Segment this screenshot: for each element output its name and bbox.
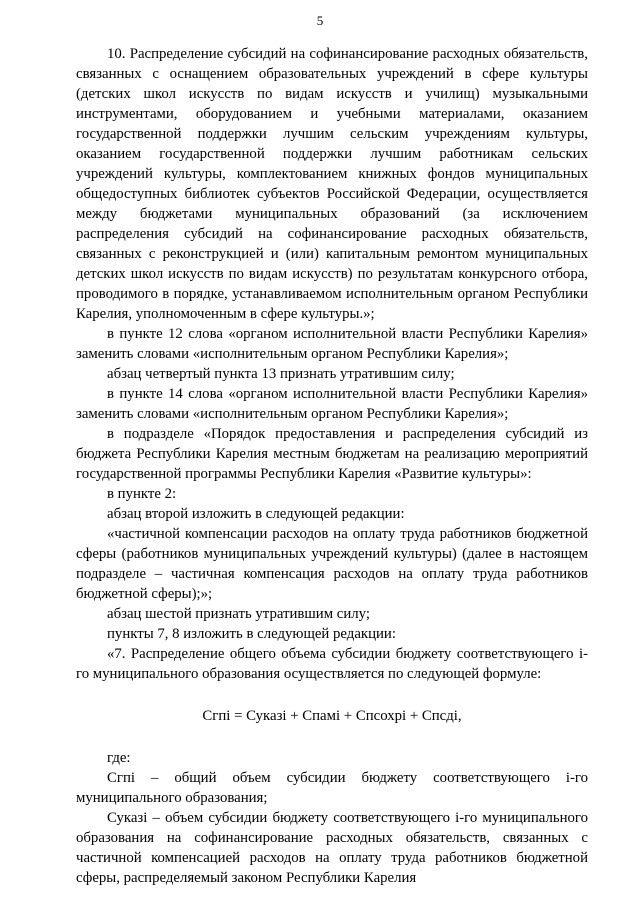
definition-dash: – [152, 810, 160, 826]
definition-text: общий объем субсидии бюджету соответствующего i-го муниципального образования; [76, 770, 589, 806]
paragraph-quote-compensation: «частичной компенсации расходов на оплату труда работников бюджетной сферы (работников муниципальных учреждений культуры) (далее в настоящем подразделе – частичная компенсация расходов на оплату труда работников бюджетной сферы);»; [76, 526, 588, 602]
paragraph-points-7-8: пункты 7, 8 изложить в следующей редакции: [107, 626, 396, 642]
definition-text: объем субсидии бюджету соответствующего i-го муниципального образования на софинансирование расходных обязательств, связанных с частичной компенсацией расходов на оплату труда работников бюджетной сферы, распределяемый законом Республики Карелия [76, 810, 588, 886]
definition-term: Сгпi [107, 770, 135, 786]
definition-dash: – [150, 770, 159, 786]
paragraph-point-13: абзац четвертый пункта 13 признать утратившим силу; [107, 366, 455, 382]
paragraph-point-2: в пункте 2: [107, 486, 177, 502]
document-body [76, 44, 588, 888]
paragraph-item-10: 10. Распределение субсидий на софинансирование расходных обязательств, связанных с оснащением образовательных учреждений в сфере культуры (детских школ искусств по видам искусств и училищ) музыкальными инструментами, оборудованием и учебными материалами, оказанием государственной поддержки лучшим сельским учреждениям культуры, оказанием государственной поддержки лучшим работникам сельских учреждений культуры, комплектованием книжных фондов муниципальных общедоступных библиотек субъектов Российской Федерации, осуществляется между бюджетами муниципальных образований (за исключением распределения субсидий на софинансирование расходных обязательств, связанных с реконструкцией и (или) капитальным ремонтом муниципальных детских школ искусств по видам искусств) по результатам конкурсного отбора, проводимого в порядке, устанавливаемом исполнительным органом Республики Карелия, уполномоченным в сфере культуры.»; [76, 46, 588, 322]
page-number: 5 [316, 13, 324, 28]
where-label: где: [107, 750, 131, 766]
paragraph-point-14: в пункте 14 слова «органом исполнительной власти Республики Карелия» заменить словами «исполнительным органом Республики Карелия»; [76, 386, 588, 422]
definition-item [76, 768, 588, 808]
paragraph-second-abzac: абзац второй изложить в следующей редакции: [107, 506, 405, 522]
definition-item [76, 808, 588, 888]
paragraph-sixth-abzac: абзац шестой признать утратившим силу; [107, 606, 370, 622]
paragraph-point-12: в пункте 12 слова «органом исполнительной власти Республики Карелия» заменить словами «исполнительным органом Республики Карелия»; [76, 326, 588, 362]
paragraph-subsection: в подразделе «Порядок предоставления и распределения субсидий из бюджета Республики Карелия местным бюджетам на реализацию мероприятий государственной программы Республики Карелия «Развитие культуры»: [76, 426, 588, 482]
formula: Сгпi = Суказi + Спамi + Спсохрi + Спсдi, [202, 708, 462, 724]
definition-term: Суказi [107, 810, 148, 826]
paragraph-point-7: «7. Распределение общего объема субсидии бюджету соответствующего i-го муниципального образования осуществляется по следующей формуле: [76, 646, 588, 682]
